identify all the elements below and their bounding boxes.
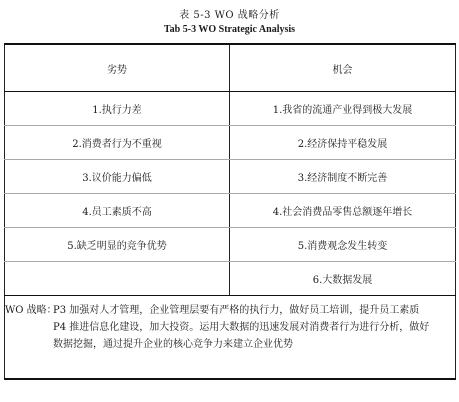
table-caption-en: Tab 5-3 WO Strategic Analysis — [163, 24, 296, 35]
opportunity-cell: 4.社会消费品零售总额逐年增长 — [230, 194, 456, 228]
summary-line: 数据挖掘，通过提升企业的核心竞争力来建立企业优势 — [53, 339, 293, 350]
header-opportunity: 机会 — [230, 44, 456, 92]
opportunity-cell: 3.经济制度不断完善 — [230, 160, 456, 194]
weakness-cell: 2.消费者行为不重视 — [5, 126, 230, 160]
table-caption-cn: 表 5-3 WO 战略分析 — [179, 10, 280, 21]
weakness-cell: 4.员工素质不高 — [5, 194, 230, 228]
table-row — [5, 126, 456, 160]
wo-strategy-summary — [5, 296, 456, 380]
summary-label: WO 战略： — [5, 305, 57, 316]
opportunity-cell: 6.大数据发展 — [230, 262, 456, 296]
table-row — [5, 194, 456, 228]
weakness-cell — [5, 262, 230, 296]
weakness-cell: 5.缺乏明显的竞争优势 — [5, 228, 230, 262]
table-header-row — [5, 44, 456, 92]
header-weakness: 劣势 — [5, 44, 230, 92]
table-row — [5, 262, 456, 296]
table-row — [5, 92, 456, 126]
summary-row — [5, 296, 456, 380]
opportunity-cell: 1.我省的流通产业得到极大发展 — [230, 92, 456, 126]
summary-line: P3 加强对人才管理，企业管理层要有严格的执行力，做好员工培训，提升员工素质 — [53, 305, 420, 316]
wo-analysis-table — [4, 43, 456, 380]
table-row — [5, 160, 456, 194]
weakness-cell: 1.执行力差 — [5, 92, 230, 126]
table-row — [5, 228, 456, 262]
summary-line: P4 推进信息化建设，加大投资。运用大数据的迅速发展对消费者行为进行分析，做好 — [53, 322, 430, 333]
opportunity-cell: 5.消费观念发生转变 — [230, 228, 456, 262]
weakness-cell: 3.议价能力偏低 — [5, 160, 230, 194]
opportunity-cell: 2.经济保持平稳发展 — [230, 126, 456, 160]
